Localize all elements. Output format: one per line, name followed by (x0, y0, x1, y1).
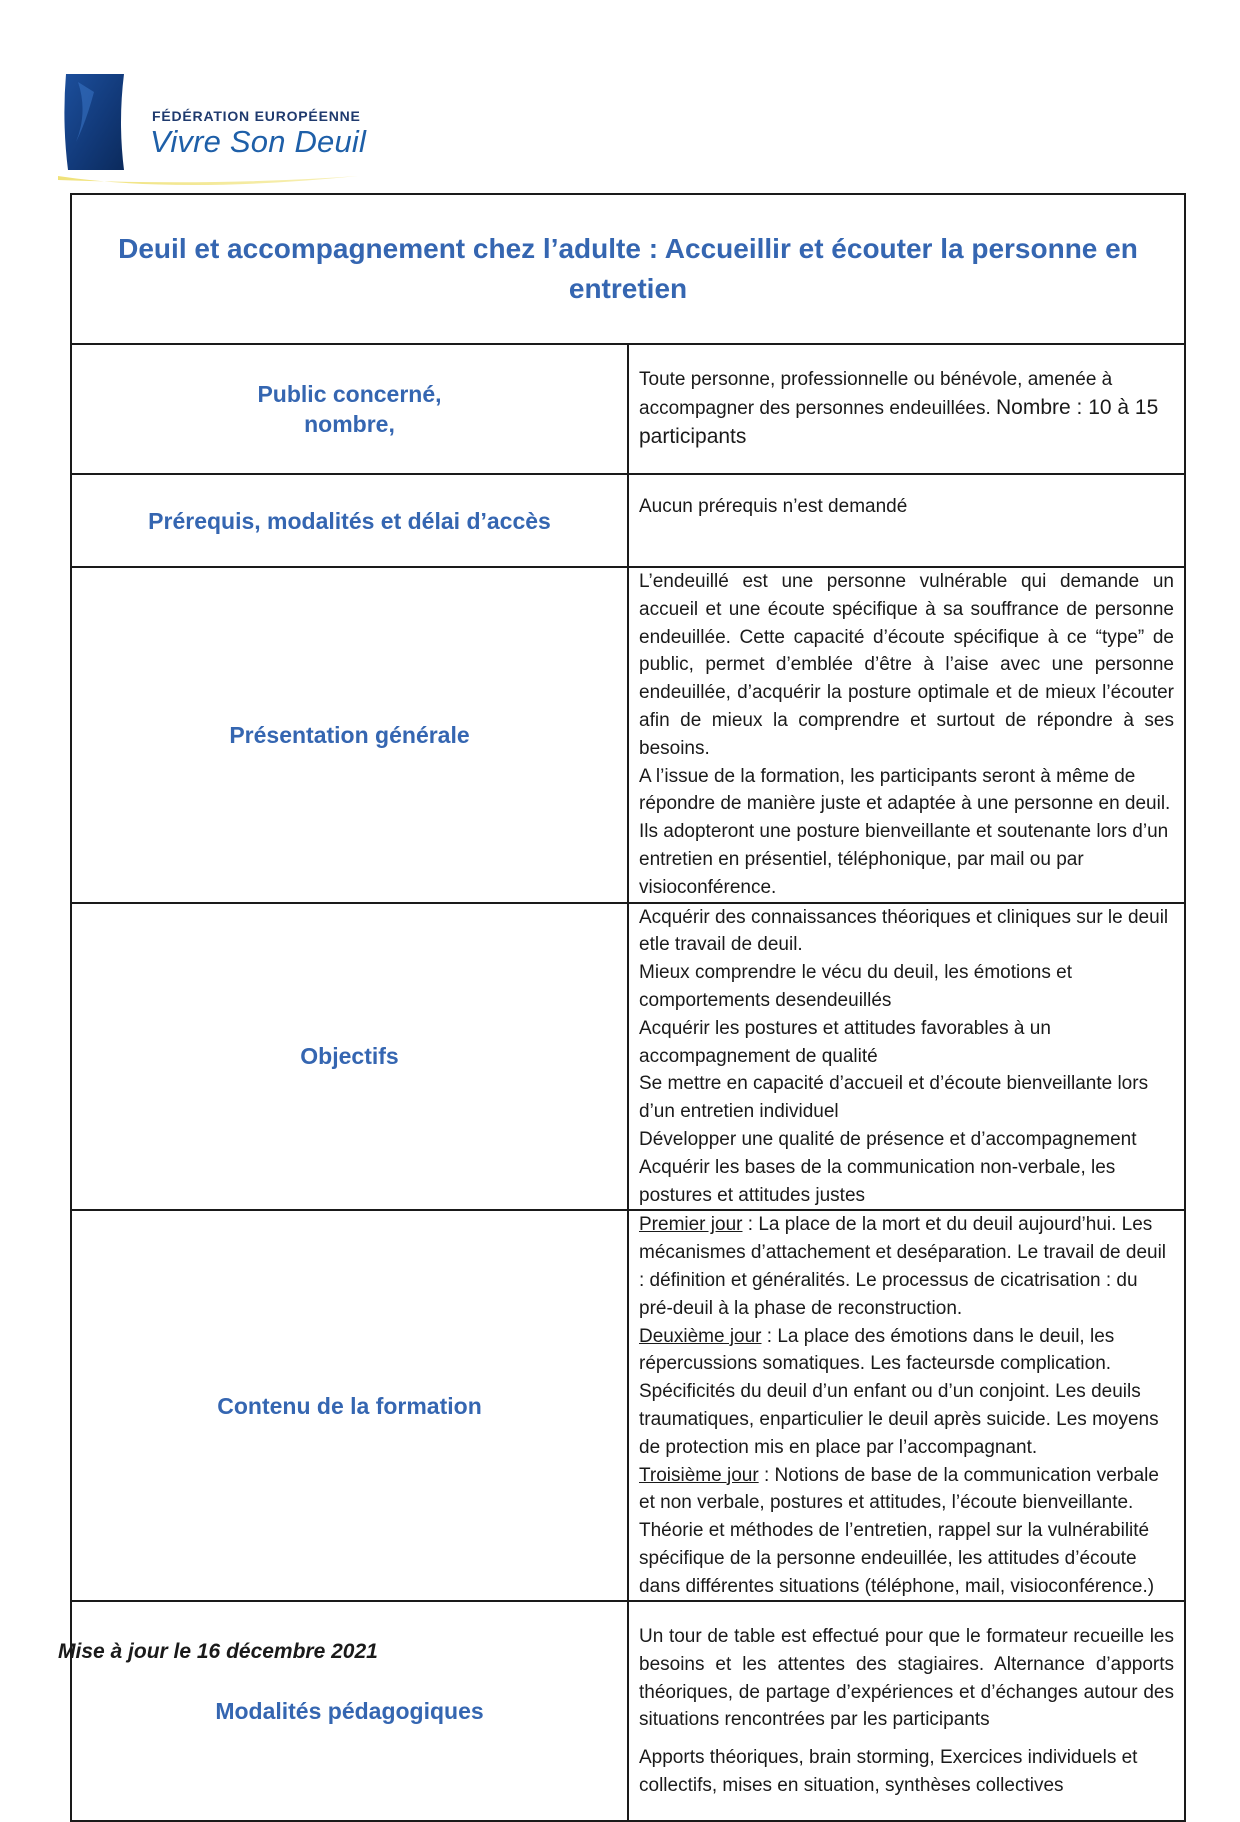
row-objectifs (71, 903, 1185, 1211)
row-presentation (71, 567, 1185, 903)
day-title: Premier jour (639, 1214, 743, 1236)
public-text: Toute personne, professionnelle ou bénévole, amenée à accompagner des personnes endeuillées. (639, 369, 1113, 420)
day-block (639, 1462, 1174, 1601)
day-title: Deuxième jour (639, 1325, 762, 1347)
label-objectifs: Objectifs (71, 903, 628, 1211)
training-sheet-table (70, 193, 1186, 1822)
objective-item: Acquérir les postures et attitudes favorables à un accompagnement de qualité (639, 1017, 1051, 1067)
content-objectifs (628, 903, 1185, 1211)
content-presentation (628, 567, 1185, 903)
day-text: : La place des émotions dans le deuil, les répercussions somatiques. Les facteursde complication. Spécificités du deuil d’un enfant ou d’un conjoint. Les deuils traumatiques, enparticulier le deuil après suicide. Les moyens de protection mis en place par l’accompagnant. (639, 1325, 1159, 1458)
objective-item: Acquérir des connaissances théoriques et cliniques sur le deuil etle travail de deuil. (639, 906, 1169, 956)
label-presentation: Présentation générale (71, 567, 628, 903)
modalites-text-2: Apports théoriques, brain storming, Exercices individuels et collectifs, mises en situation, synthèses collectives (639, 1747, 1138, 1797)
logo-name: Vivre Son Deuil (150, 124, 367, 159)
label-public (71, 344, 628, 474)
content-prerequis: Aucun prérequis n’est demandé (628, 474, 1185, 567)
objective-item: Développer une qualité de présence et d’accompagnement (639, 1128, 1137, 1150)
document-title: Deuil et accompagnement chez l’adulte : Accueillir et écouter la personne en entretien (71, 194, 1185, 344)
label-contenu: Contenu de la formation (71, 1210, 628, 1601)
label-prerequis: Prérequis, modalités et délai d’accès (71, 474, 628, 567)
public-count: Nombre : 10 à 15 participants (639, 396, 1159, 448)
row-public (71, 344, 1185, 474)
presentation-text: L’endeuillé est une personne vulnérable qui demande un accueil et une écoute spécifique à sa souffrance de personne endeuillée. Cette capacité d’écoute spécifique à ce “type” de public, permet d’emblée d’être à l’aise avec une personne endeuillée, d’acquérir la posture optimale et de mieux l’écouter afin de mieux la comprendre et surtout de répondre à ses besoins. (639, 571, 1174, 759)
day-block (639, 1211, 1174, 1322)
presentation-text-2: A l’issue de la formation, les participants seront à même de répondre de manière juste et adaptée à une personne en deuil. Ils adopteront une posture bienveillante et soutenante lors d’un entretien en présentiel, téléphonique, par mail ou par visioconférence. (639, 765, 1171, 898)
logo-organization: FÉDÉRATION EUROPÉENNE (152, 108, 361, 124)
row-prerequis (71, 474, 1185, 567)
content-modalites (628, 1601, 1185, 1821)
label-public-line2: nombre, (304, 411, 395, 437)
day-title: Troisième jour (639, 1464, 759, 1486)
label-public-line1: Public concerné, (257, 381, 442, 407)
objective-item: Mieux comprendre le vécu du deuil, les émotions et comportements desendeuillés (639, 962, 1073, 1011)
content-public (628, 344, 1185, 474)
objective-item: Acquérir les bases de la communication non-verbale, les postures et attitudes justes (639, 1156, 1116, 1206)
row-modalites (71, 1601, 1185, 1821)
content-contenu (628, 1210, 1185, 1601)
day-text: : La place de la mort et du deuil aujourd’hui. Les mécanismes d’attachement et deséparation. Le travail de deuil : définition et généralités. Le processus de cicatrisation : du pré-deuil à la phase de reconstruction. (639, 1214, 1167, 1319)
objective-item: Se mettre en capacité d’accueil et d’écoute bienveillante lors d’un entretien individuel (639, 1073, 1149, 1123)
modalites-text: Un tour de table est effectué pour que le formateur recueille les besoins et les attentes des stagiaires. Alternance d’apports théoriques, de partage d’expériences et d’échanges autour des situations rencontrées par les participants (639, 1626, 1174, 1731)
row-contenu (71, 1210, 1185, 1601)
day-text: : Notions de base de la communication verbale et non verbale, postures et attitudes, l’écoute bienveillante. Théorie et méthodes de l’entretien, rappel sur la vulnérabilité spécifique de la personne endeuillée, les attitudes d’écoute dans différentes situations (téléphone, mail, visioconférence.) (639, 1464, 1159, 1597)
title-row (71, 194, 1185, 344)
update-date: Mise à jour le 16 décembre 2021 (58, 1640, 378, 1663)
logo (58, 72, 368, 192)
day-block (639, 1323, 1174, 1462)
label-modalites: Modalités pédagogiques (71, 1601, 628, 1821)
